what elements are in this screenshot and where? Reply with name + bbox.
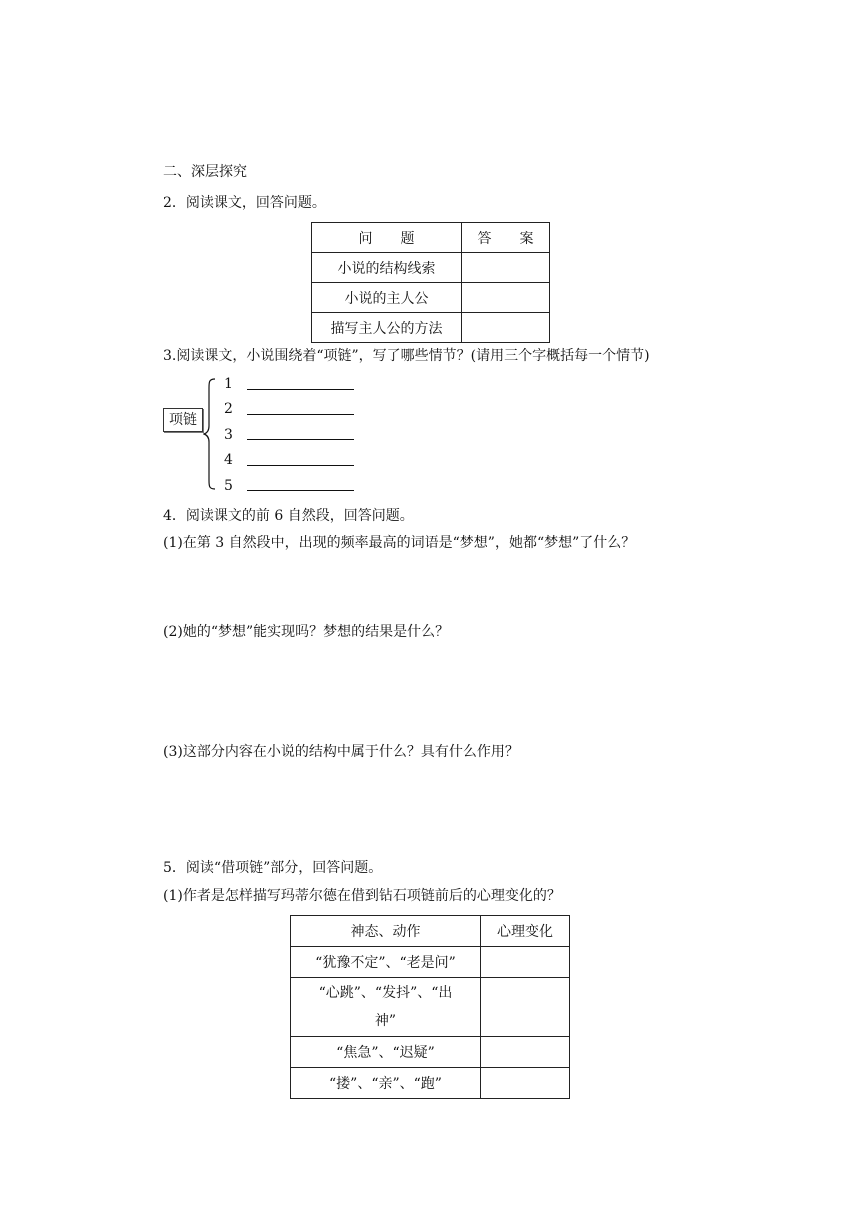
plot-number-1: 1 [224,376,233,392]
answer-cell[interactable] [481,1037,570,1068]
chain-label-box [163,408,203,432]
plot-blank-5[interactable] [247,490,354,491]
table-header-question: 问 题 [312,223,462,253]
question-2-table [311,222,550,343]
plot-blank-1[interactable] [247,389,354,390]
question-3-prompt: 3.阅读课文，小说围绕着“项链”，写了哪些情节？(请用三个字概括每一个情节) [163,348,650,364]
table-header-answer: 答 案 [462,223,550,253]
plot-number-3: 3 [224,427,233,443]
table-row-hug-kiss-run: “搂”、“亲”、“跑” [291,1068,481,1099]
section-heading: 二、深层探究 [163,164,247,180]
question-4-sub1: (1)在第 3 自然段中，出现的频率最高的词语是“梦想”，她都“梦想”了什么？ [163,535,636,551]
table-row-heartbeat-line2: 神” [374,1013,397,1029]
question-4-prompt: 4．阅读课文的前 6 自然段，回答问题。 [163,508,414,524]
answer-cell[interactable] [462,253,550,283]
question-4-sub2: (2)她的“梦想”能实现吗？梦想的结果是什么？ [163,624,450,640]
chain-label: 项链 [169,412,197,428]
table-header-expression-action: 神态、动作 [291,916,481,947]
curly-brace-icon [203,378,217,490]
answer-cell[interactable] [481,947,570,978]
table-header-psychology: 心理变化 [481,916,570,947]
table-row-hesitation: “犹豫不定”、“老是问” [291,947,481,978]
answer-cell[interactable] [462,313,550,343]
table-row-heartbeat [291,978,481,1037]
question-5-sub1: (1)作者是怎样描写玛蒂尔德在借到钻石项链前后的心理变化的？ [163,888,561,904]
table-row-anxious: “焦急”、“迟疑” [291,1037,481,1068]
question-5-table [290,915,570,1099]
question-2-prompt: 2．阅读课文，回答问题。 [163,195,326,211]
plot-blank-4[interactable] [247,465,354,466]
plot-blank-3[interactable] [247,439,354,440]
answer-cell[interactable] [481,978,570,1037]
answer-cell[interactable] [481,1068,570,1099]
plot-number-4: 4 [224,452,233,468]
plot-number-2: 2 [224,401,233,417]
question-5-prompt: 5．阅读“借项链”部分，回答问题。 [163,860,383,876]
plot-number-5: 5 [224,478,233,494]
table-row-heartbeat-line1: “心跳”、“发抖”、“出 [318,985,453,1001]
question-4-sub3: (3)这部分内容在小说的结构中属于什么？具有什么作用？ [163,744,519,760]
table-row-protagonist: 小说的主人公 [312,283,462,313]
answer-cell[interactable] [462,283,550,313]
plot-blank-2[interactable] [247,414,354,415]
table-row-description-method: 描写主人公的方法 [312,313,462,343]
table-row-structure-clue: 小说的结构线索 [312,253,462,283]
